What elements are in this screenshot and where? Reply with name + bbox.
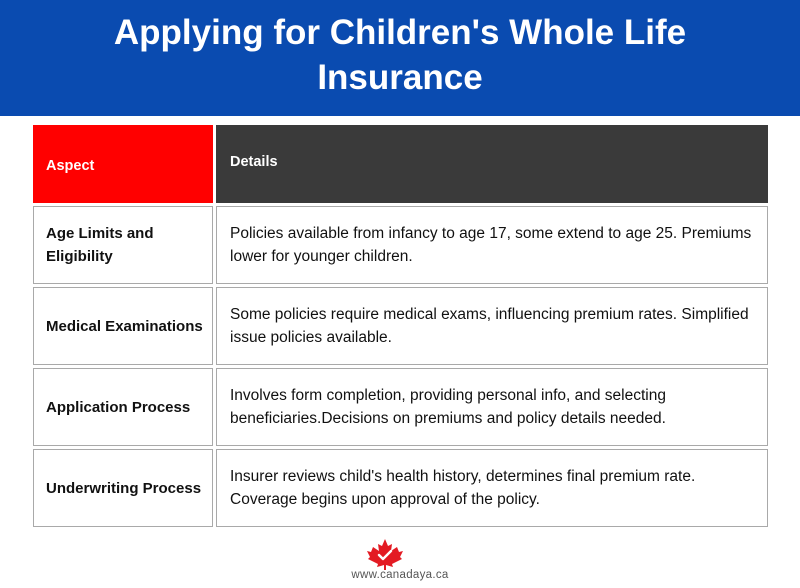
table-row-aspect: Medical Examinations [33,287,213,365]
details-header-label: Details [230,154,278,170]
table-row-details: Some policies require medical exams, influencing premium rates. Simplified issue policies available. [216,287,768,365]
table-row-details: Involves form completion, providing personal info, and selecting beneficiaries.Decisions on premiums and policy details needed. [216,368,768,446]
table-row-aspect: Underwriting Process [33,449,213,527]
aspect-header-label: Aspect [46,157,95,174]
table-row-aspect: Application Process [33,368,213,446]
maple-leaf-icon [366,538,404,570]
footer-url: www.canadaya.ca [351,569,449,581]
table-row-details: Insurer reviews child's health history, determines final premium rate. Coverage begins upon approval of the policy. [216,449,768,527]
title-banner [0,0,800,116]
page-title: Applying for Children's Whole Life Insurance [113,13,687,97]
table-header-details [216,125,768,203]
table-header-aspect [33,125,213,203]
table-row-details: Policies available from infancy to age 17, some extend to age 25. Premiums lower for younger children. [216,206,768,284]
table-row-aspect: Age Limits and Eligibility [33,206,213,284]
